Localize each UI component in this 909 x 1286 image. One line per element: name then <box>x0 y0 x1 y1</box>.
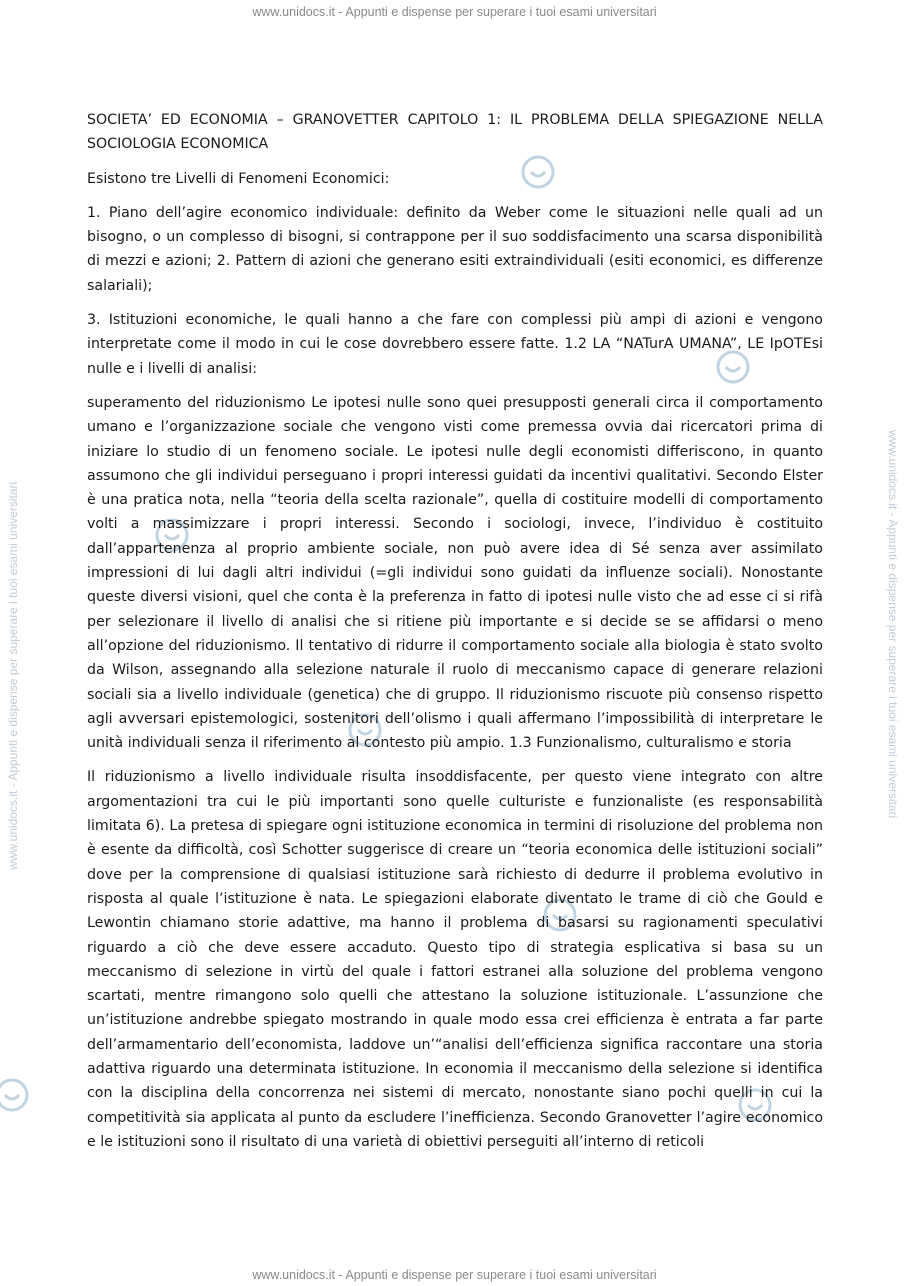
paragraph: 3. Istituzioni economiche, le quali hanno a che fare con complessi più ampi di azioni e vengono interpretate come il modo in cui le cose dovrebbero essere fatte. 1.2 LA “NATurA UMANA”, LE IpOTEsi nulle e i livelli di analisi: <box>87 312 823 377</box>
paragraph: 1. Piano dell’agire economico individuale: definito da Weber come le situazioni nelle quali ad un bisogno, o un complesso di bisogni, si contrappone per il suo soddisfacimento una scarsa disponibilità di mezzi e azioni; 2. Pattern di azioni che generano esiti extraindividuali (esiti economici, es differenze salariali); <box>87 204 823 294</box>
paragraph: superamento del riduzionismo Le ipotesi nulle sono quei presupposti generali circa il comportamento umano e l’organizzazione sociale che vengono visti come premessa ovvia dai ricercatori prima di iniziare lo studio di un fenomeno sociale. Le ipotesi nulle degli economisti differiscono, in quanto assumono che gli individui perseguano i propri interessi guidati da incentivi qualitativi. Secondo Elster è una pratica nota, nella “teoria della scelta razionale”, quella di costituire modelli di comportamento volti a massimizzare i propri interessi. Secondo i sociologi, invece, l’individuo è costituito dall’appartenenza al proprio ambiente sociale, non può avere idea di Sé senza aver assimilato impressioni di lui dagli altri individui (=gli individui sono guidati da influenze sociali). Nonostante queste diversi visioni, quel che conta è la preferenza in fatto di ipotesi nulle visto che ad esse ci si rifà per selezionare il livello di analisi che si ritiene più importante e si decide se se affidarsi o meno all’opzione del riduzionismo. Il tentativo di ridurre il comportamento sociale alla biologia è stato svolto da Wilson, assegnando alla selezione naturale il ruolo di meccanismo capace di generare relazioni sociali sia a livello individuale (genetica) che di gruppo. Il riduzionismo riscuote più consenso rispetto agli avversari epistemologici, sostenitori dell’olismo i quali affermano l’impossibilità di interpretare le unità individuali senza il riferimento al contesto più ampio. 1.3 Funzionalismo, culturalismo e storia <box>87 394 823 752</box>
paragraph: Esistono tre Livelli di Fenomeni Economici: <box>87 170 390 187</box>
unidocs-logo-icon <box>0 1075 32 1115</box>
document-title: SOCIETA’ ED ECONOMIA – GRANOVETTER CAPITOLO 1: IL PROBLEMA DELLA SPIEGAZIONE NELLA SOCIOLOGIA ECONOMICA <box>87 112 823 153</box>
paragraph: Il riduzionismo a livello individuale risulta insoddisfacente, per questo viene integrato con altre argomentazioni tra cui le più importanti sono quelle culturiste e funzionaliste (es responsabilità limitata 6). La pretesa di spiegare ogni istituzione economica in termini di risoluzione del problema non è esente da difficoltà, così Schotter suggerisce di creare un “teoria economica delle istituzioni sociali” dove per la comprensione di qualsiasi istituzione sarà richiesto di dedurre il problema evolutivo in risposta al quale l’istituzione è nata. Le spiegazioni elaborate diventato le trame di ciò che Gould e Lewontin chiamano storie adattive, ma hanno il problema di basarsi su ragionamenti speculativi riguardo a ciò che deve essere accaduto. Questo tipo di strategia esplicativa si basa su un meccanismo di selezione in virtù del quale i fattori estranei alla soluzione del problema vengono scartati, mentre rimangono solo quelli che attestano la soluzione istituzionale. L’assunzione che un’istituzione andrebbe spiegato mostrando in quale modo essa crei efficienza è entrata a far parte dell’armamentario dell’economista, laddove un’“analisi dell’efficienza significa raccontare una storia adattiva riguardo una determinata istituzione. In economia il meccanismo della selezione si identifica con la disciplina della concorrenza nei sistemi di mercato, nonostante siano pochi quelli in cui la competitività sia applicata al punto da escludere l’inefficienza. Secondo Granovetter l’agire economico e le istituzioni sono il risultato di una varietà di obiettivi perseguiti all’interno di reticoli <box>87 769 823 1150</box>
left-side-watermark: www.unidocs.it - Appunti e dispense per superare i tuoi esami universitari <box>6 481 20 870</box>
document-body <box>87 108 823 1164</box>
header-watermark: www.unidocs.it - Appunti e dispense per superare i tuoi esami universitari <box>252 5 657 19</box>
right-side-watermark: www.unidocs.it - Appunti e dispense per superare i tuoi esami universitari <box>886 430 900 819</box>
footer-watermark: www.unidocs.it - Appunti e dispense per superare i tuoi esami universitari <box>252 1268 657 1282</box>
